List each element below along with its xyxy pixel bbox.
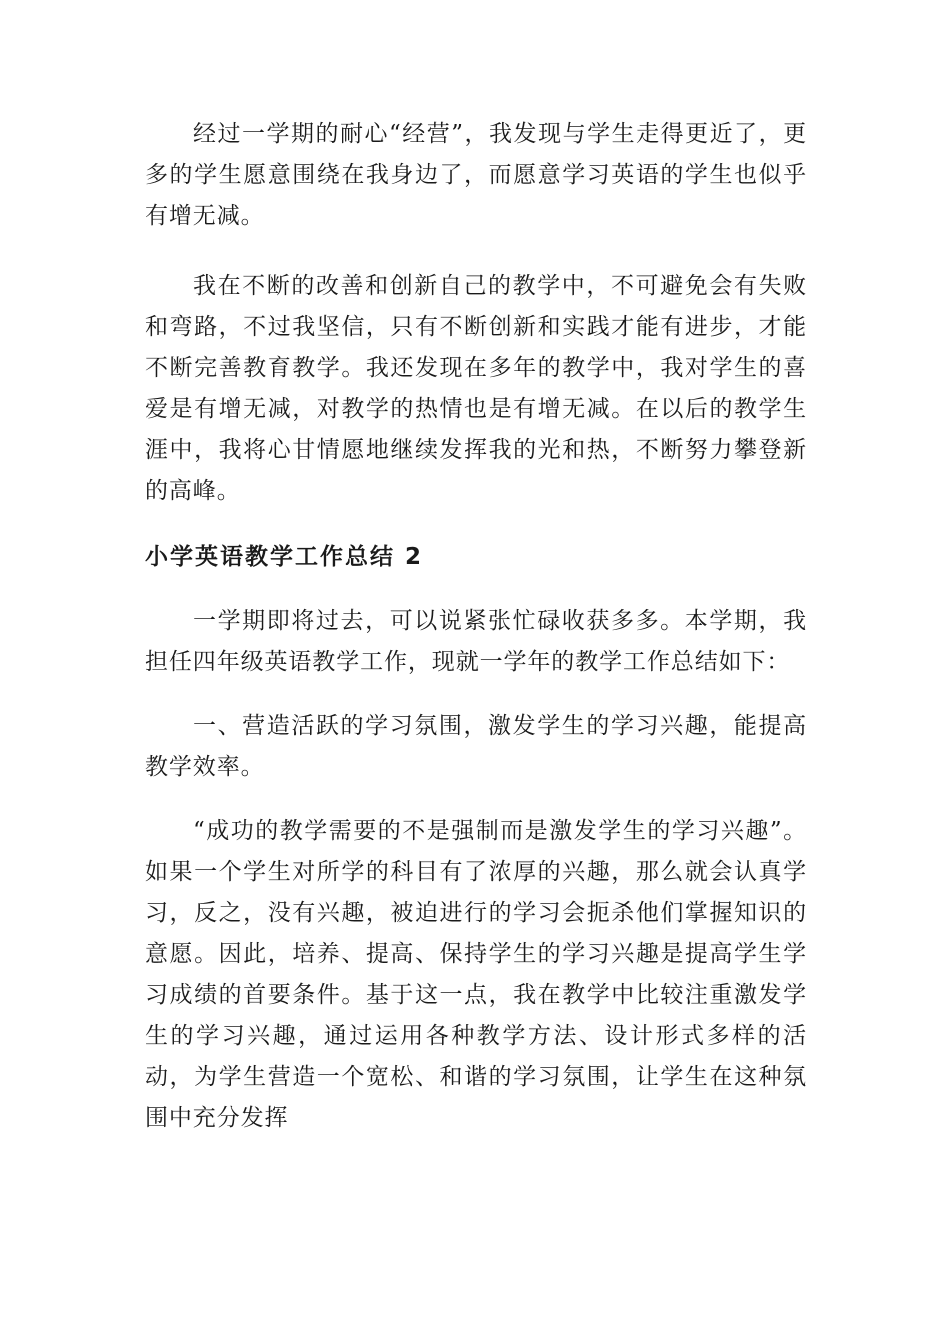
section-heading: 小学英语教学工作总结 2 — [145, 544, 424, 570]
paragraph: “成功的教学需要的不是强制而是激发学生的学习兴趣”。如果一个学生对所学的科目有了浓厚的兴趣，那么就会认真学习，反之，没有兴趣，被迫进行的学习会扼杀他们掌握知识的意愿。因此，培养、提高、保持学生的学习兴趣是提高学生学习成绩的首要条件。基于这一点，我在教学中比较注重激发学生的学习兴趣，通过运用各种教学方法、设计形式多样的活动，为学生营造一个宽松、和谐的学习氛围，让学生在这种氛围中充分发挥 — [145, 818, 807, 1131]
document-body — [145, 114, 807, 1139]
paragraph: 经过一学期的耐心“经营”，我发现与学生走得更近了，更多的学生愿意围绕在我身边了，而愿意学习英语的学生也似乎有增无减。 — [145, 121, 807, 229]
paragraph: 一、营造活跃的学习氛围，激发学生的学习兴趣，能提高教学效率。 — [145, 713, 807, 780]
paragraph: 一学期即将过去，可以说紧张忙碌收获多多。本学期，我担任四年级英语教学工作，现就一学年的教学工作总结如下： — [145, 608, 807, 675]
paragraph: 我在不断的改善和创新自己的教学中，不可避免会有失败和弯路，不过我坚信，只有不断创新和实践才能有进步，才能不断完善教育教学。我还发现在多年的教学中，我对学生的喜爱是有增无减，对教学的热情也是有增无减。在以后的教学生涯中，我将心甘情愿地继续发挥我的光和热，不断努力攀登新的高峰。 — [145, 273, 807, 504]
